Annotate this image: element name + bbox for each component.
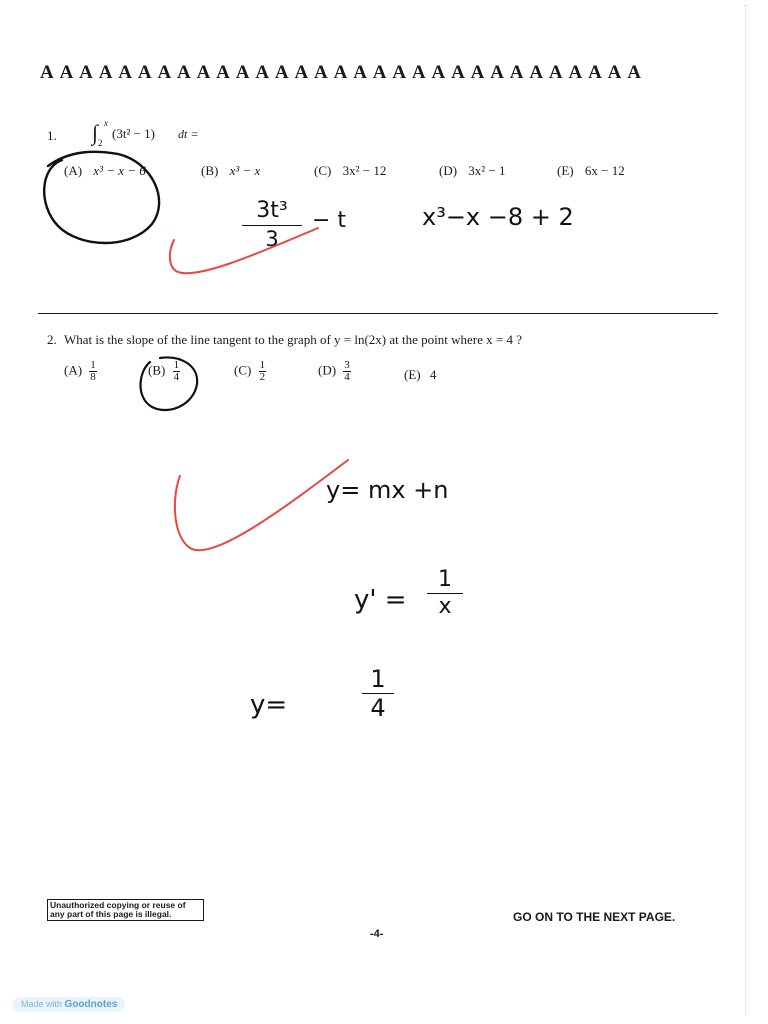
option-label: (E) <box>404 367 421 382</box>
goodnotes-badge[interactable] <box>13 997 125 1012</box>
q1-work-tail: − t <box>312 208 347 233</box>
option-text: x³ − x − 6 <box>93 163 146 178</box>
fraction-denominator: 4 <box>344 371 350 383</box>
fraction-numerator: 1 <box>90 359 96 371</box>
option-text: x³ − x <box>229 163 261 178</box>
option-label: (D) <box>439 163 458 178</box>
option-label: (D) <box>318 362 337 378</box>
fraction-numerator: 1 <box>259 359 266 371</box>
q1-answer-circle <box>44 152 159 243</box>
option-label: (C) <box>234 362 252 378</box>
integrand: (3t² − 1) <box>112 126 155 141</box>
q2-text: What is the slope of the line tangent to the graph of y = ln(2x) at the point where x = 4 ? <box>64 332 522 347</box>
badge-made-with: Made with <box>21 999 63 1009</box>
fraction-denominator: 2 <box>259 371 266 383</box>
page-number: -4- <box>370 928 384 940</box>
q1-check-mark <box>170 228 318 273</box>
work-denominator: 3 <box>265 227 279 251</box>
go-on-notice: GO ON TO THE NEXT PAGE. <box>513 910 676 924</box>
option-label: (A) <box>64 163 83 178</box>
option-label: (B) <box>148 362 166 378</box>
option-text: 3x² − 1 <box>468 163 506 178</box>
q2-check-mark <box>175 460 348 550</box>
q2-work-line1: y= mx +n <box>326 476 449 504</box>
q1-number: 1. <box>47 128 57 143</box>
option-label: (A) <box>64 362 83 378</box>
option-label: (C) <box>314 163 332 178</box>
integral-lower-limit: 2 <box>98 138 103 148</box>
integral-upper-limit: x <box>104 118 108 128</box>
q2-work-line3-lhs: y= <box>250 690 288 720</box>
q2-work-line2-lhs: y' = <box>354 585 407 615</box>
work-numerator: 3t³ <box>256 198 288 223</box>
copyright-notice: Unauthorized copying or reuse of any part of this page is illegal. <box>47 899 204 921</box>
fraction-numerator: 1 <box>173 359 180 371</box>
option-label: (E) <box>557 163 574 178</box>
work-numerator: 1 <box>370 665 386 693</box>
option-text: 6x − 12 <box>584 163 625 178</box>
option-text: 4 <box>429 367 437 382</box>
work-denominator: x <box>438 594 452 619</box>
fraction-denominator: 4 <box>173 371 180 383</box>
option-text: 3x² − 12 <box>342 163 387 178</box>
integral-sign: ∫ <box>92 120 99 145</box>
section-header: A A A A A A A A A A A A A A A A A A A A A A A A A A A A A A A <box>40 62 643 83</box>
q1-work-expansion: x³−x −8 + 2 <box>422 203 574 231</box>
fraction-denominator: 8 <box>90 371 96 383</box>
q2-number: 2. <box>47 332 57 347</box>
integral-dt: dt = <box>178 127 199 141</box>
badge-brand: Goodnotes <box>64 999 118 1010</box>
option-label: (B) <box>201 163 219 178</box>
q2-answer-circle <box>141 357 198 410</box>
work-numerator: 1 <box>438 567 452 592</box>
work-denominator: 4 <box>370 694 386 722</box>
fraction-numerator: 3 <box>344 359 350 371</box>
